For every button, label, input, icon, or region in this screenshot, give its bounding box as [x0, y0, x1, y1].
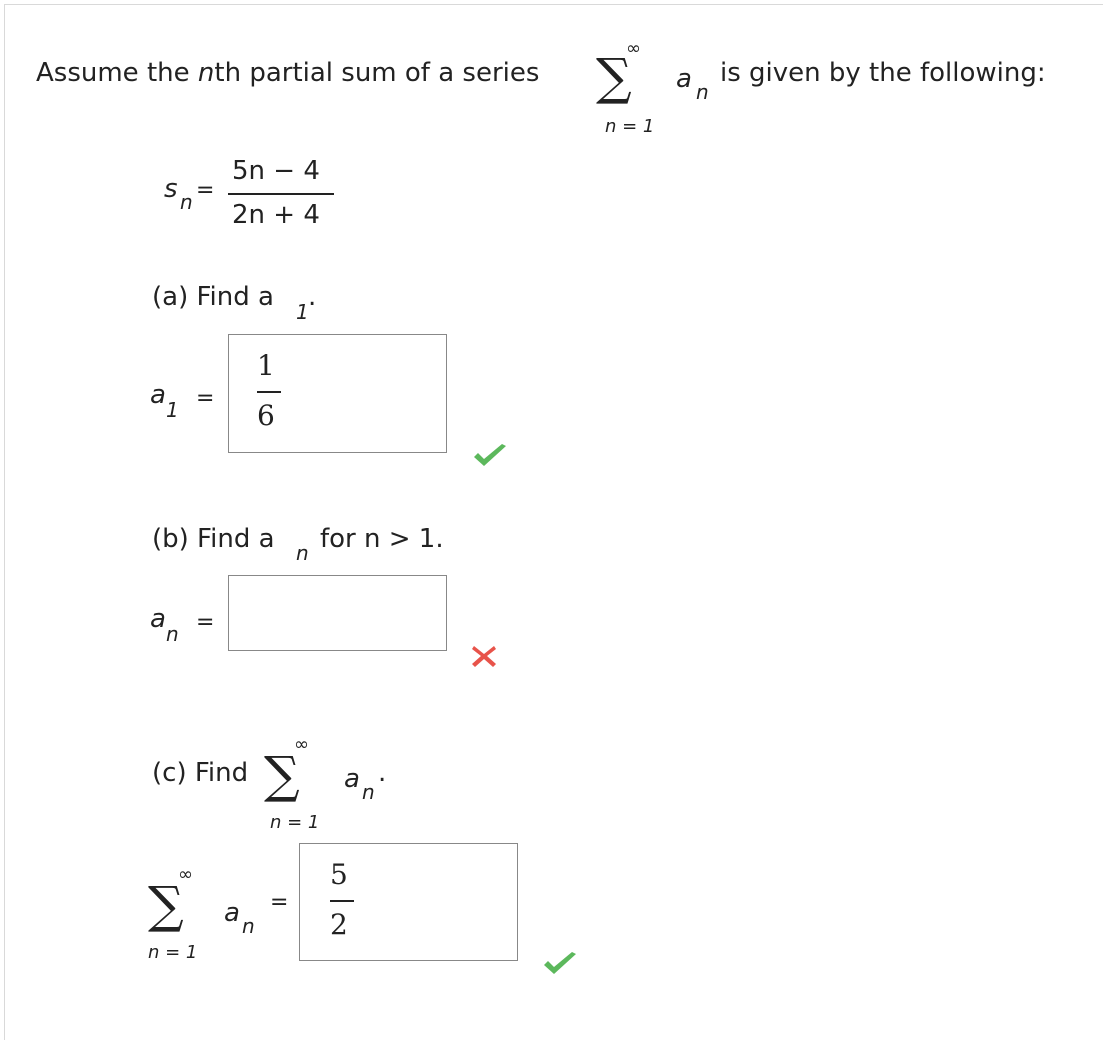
- part-b-equals: =: [196, 610, 215, 635]
- check-icon: [470, 441, 510, 471]
- part-c-answer-input[interactable]: [299, 843, 518, 961]
- part-c-answer-numerator: 5: [330, 858, 348, 891]
- sn-numerator: 5n − 4: [232, 156, 320, 186]
- intro-suffix: is given by the following:: [720, 58, 1046, 88]
- x-icon: [470, 643, 498, 669]
- part-a-label-end: .: [308, 282, 317, 312]
- sn-fraction-line: [228, 193, 334, 195]
- part-a-lhs-sub: 1: [166, 398, 179, 422]
- intro-sum-lower: n = 1: [605, 116, 655, 137]
- part-a-answer-line: [257, 391, 281, 393]
- sn-lhs-sub: n: [180, 190, 193, 214]
- intro-sigma-icon: ∑: [596, 48, 632, 106]
- part-b-answer-input[interactable]: [228, 575, 447, 651]
- part-c-sum-term-sub: n: [362, 780, 375, 804]
- part-a-label-sub: 1: [296, 300, 309, 324]
- part-c-sum-term: a: [344, 764, 360, 794]
- part-c-sum-upper: ∞: [294, 734, 309, 755]
- part-c-lhs-upper: ∞: [178, 864, 193, 885]
- part-c-equals: =: [270, 890, 289, 915]
- part-c-sum-lower: n = 1: [270, 812, 320, 833]
- part-a-answer-denominator: 6: [257, 399, 275, 432]
- intro-sum-term-sub: n: [696, 80, 709, 104]
- part-c-answer-denominator: 2: [330, 908, 348, 941]
- part-c-lhs-term: a: [224, 898, 240, 928]
- part-c-label-end: .: [378, 758, 387, 788]
- part-b-lhs: a: [150, 604, 166, 634]
- part-c-lhs-lower: n = 1: [148, 942, 198, 963]
- part-a-answer-input[interactable]: [228, 334, 447, 453]
- part-b-lhs-sub: n: [166, 622, 179, 646]
- part-b-label: (b) Find a: [152, 524, 275, 554]
- intro-sum-term: a: [676, 64, 692, 94]
- part-b-label-rest: for n > 1.: [320, 524, 444, 554]
- sn-lhs: s: [164, 174, 178, 204]
- check-icon: [540, 949, 580, 979]
- part-c-lhs-term-sub: n: [242, 914, 255, 938]
- part-a-answer-numerator: 1: [257, 349, 275, 382]
- intro-sum-upper: ∞: [626, 38, 641, 59]
- part-c-label: (c) Find: [152, 758, 249, 788]
- sn-denominator: 2n + 4: [232, 200, 320, 230]
- part-c-sigma-icon: ∑: [264, 746, 300, 804]
- part-a-lhs: a: [150, 380, 166, 410]
- intro-text: Assume the nth partial sum of a series: [36, 58, 540, 88]
- sn-equals: =: [196, 178, 215, 203]
- part-a-equals: =: [196, 386, 215, 411]
- part-c-answer-line: [330, 900, 354, 902]
- part-c-lhs-sigma-icon: ∑: [148, 876, 184, 934]
- part-a-label: (a) Find a: [152, 282, 274, 312]
- part-b-label-sub: n: [296, 541, 309, 565]
